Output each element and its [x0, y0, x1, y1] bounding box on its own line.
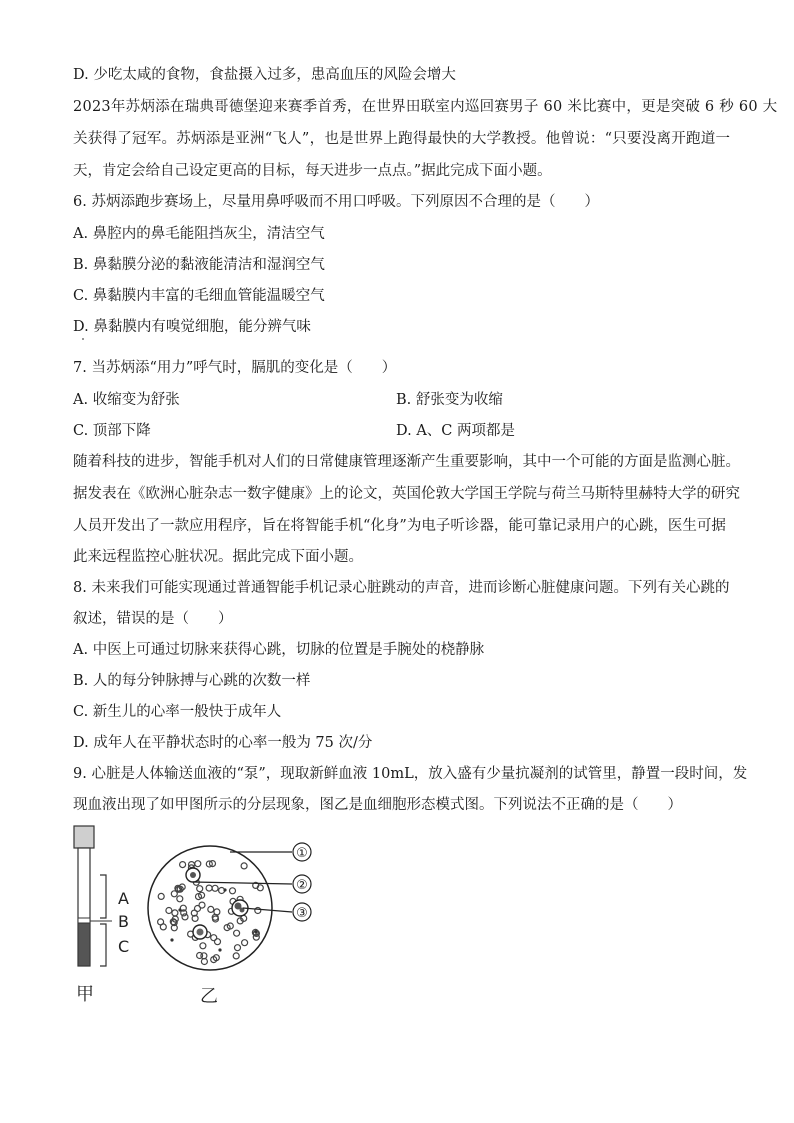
test-tube	[74, 826, 112, 966]
question-8-option-b: B. 人的每分钟脉搏与心跳的次数一样	[73, 673, 311, 689]
passage-2-line-3: 人员开发出了一款应用程序，旨在将智能手机“化身”为电子听诊器，能可靠记录用户的心跳，医生可据	[73, 518, 726, 534]
question-6-option-b: B. 鼻黏膜分泌的黏液能清洁和湿润空气	[73, 257, 325, 273]
tube-label-c: C	[118, 937, 130, 956]
question-6-option-c: C. 鼻黏膜内丰富的毛细血管能温暖空气	[73, 288, 325, 304]
passage-2-line-4: 此来远程监控心脏状况。据此完成下面小题。	[73, 549, 363, 565]
question-7-option-c: C. 顶部下降	[73, 423, 151, 439]
blood-figure	[60, 820, 340, 1010]
question-8-option-c: C. 新生儿的心率一般快于成年人	[73, 704, 282, 720]
question-7-option-a: A. 收缩变为舒张	[73, 392, 180, 408]
passage-1-line-3: 天，肯定会给自己设定更高的目标，每天进步一点点。”据此完成下面小题。	[73, 163, 552, 179]
question-8-option-d: D. 成年人在平静状态时的心率一般为 75 次/分	[73, 735, 373, 751]
question-6-stem: 6. 苏炳添跑步赛场上，尽量用鼻呼吸而不用口呼吸。下列原因不合理的是（ ）	[73, 194, 599, 210]
passage-1-line-2: 关获得了冠军。苏炳添是亚洲“飞人”，也是世界上跑得最快的大学教授。他曾说：“只要没离开跑道一	[73, 131, 731, 147]
stray-dot	[82, 338, 84, 340]
passage-1-line-1: 2023年苏炳添在瑞典哥德堡迎来赛季首秀，在世界田联室内巡回赛男子 60 米比赛中，更是突破 6 秒 60 大	[73, 99, 778, 115]
question-6-option-a: A. 鼻腔内的鼻毛能阻挡灰尘，清洁空气	[73, 226, 325, 242]
question-6-option-d: D. 鼻黏膜内有嗅觉细胞，能分辨气味	[73, 319, 311, 335]
question-8-option-a: A. 中医上可通过切脉来获得心跳，切脉的位置是手腕处的桡静脉	[73, 642, 485, 658]
tube-caption: 甲	[76, 984, 94, 1005]
cells-caption: 乙	[200, 986, 218, 1007]
blood-cell-diagram	[148, 846, 272, 970]
question-8-stem-line-1: 8. 未来我们可能实现通过普通智能手机记录心脏跳动的声音，进而诊断心脏健康问题。下列有关心跳的	[73, 580, 730, 596]
question-7-option-b: B. 舒张变为收缩	[396, 392, 503, 408]
question-9-stem-line-2: 现血液出现了如甲图所示的分层现象，图乙是血细胞形态模式图。下列说法不正确的是（ ）	[73, 797, 682, 813]
question-7-stem: 7. 当苏炳添“用力”呼气时，膈肌的变化是（ ）	[73, 360, 397, 376]
tube-label-b: B	[118, 912, 129, 931]
question-7-option-d: D. A、C 两项都是	[396, 423, 516, 439]
callout-2: ②	[296, 878, 308, 893]
option-d-prev: D. 少吃太咸的食物，食盐摄入过多，患高血压的风险会增大	[73, 67, 456, 83]
callout-1: ①	[296, 846, 308, 861]
passage-2-line-1: 随着科技的进步，智能手机对人们的日常健康管理逐渐产生重要影响，其中一个可能的方面是监测心脏。	[73, 454, 740, 470]
callout-3: ③	[296, 906, 308, 921]
tube-label-a: A	[118, 889, 129, 908]
passage-2-line-2: 据发表在《欧洲心脏杂志一数字健康》上的论文，英国伦敦大学国王学院与荷兰马斯特里赫特大学的研究	[73, 486, 740, 502]
question-8-stem-line-2: 叙述，错误的是（ ）	[73, 611, 233, 627]
question-9-stem-line-1: 9. 心脏是人体输送血液的“泵”，现取新鲜血液 10mL，放入盛有少量抗凝剂的试管里，静置一段时间，发	[73, 766, 748, 782]
